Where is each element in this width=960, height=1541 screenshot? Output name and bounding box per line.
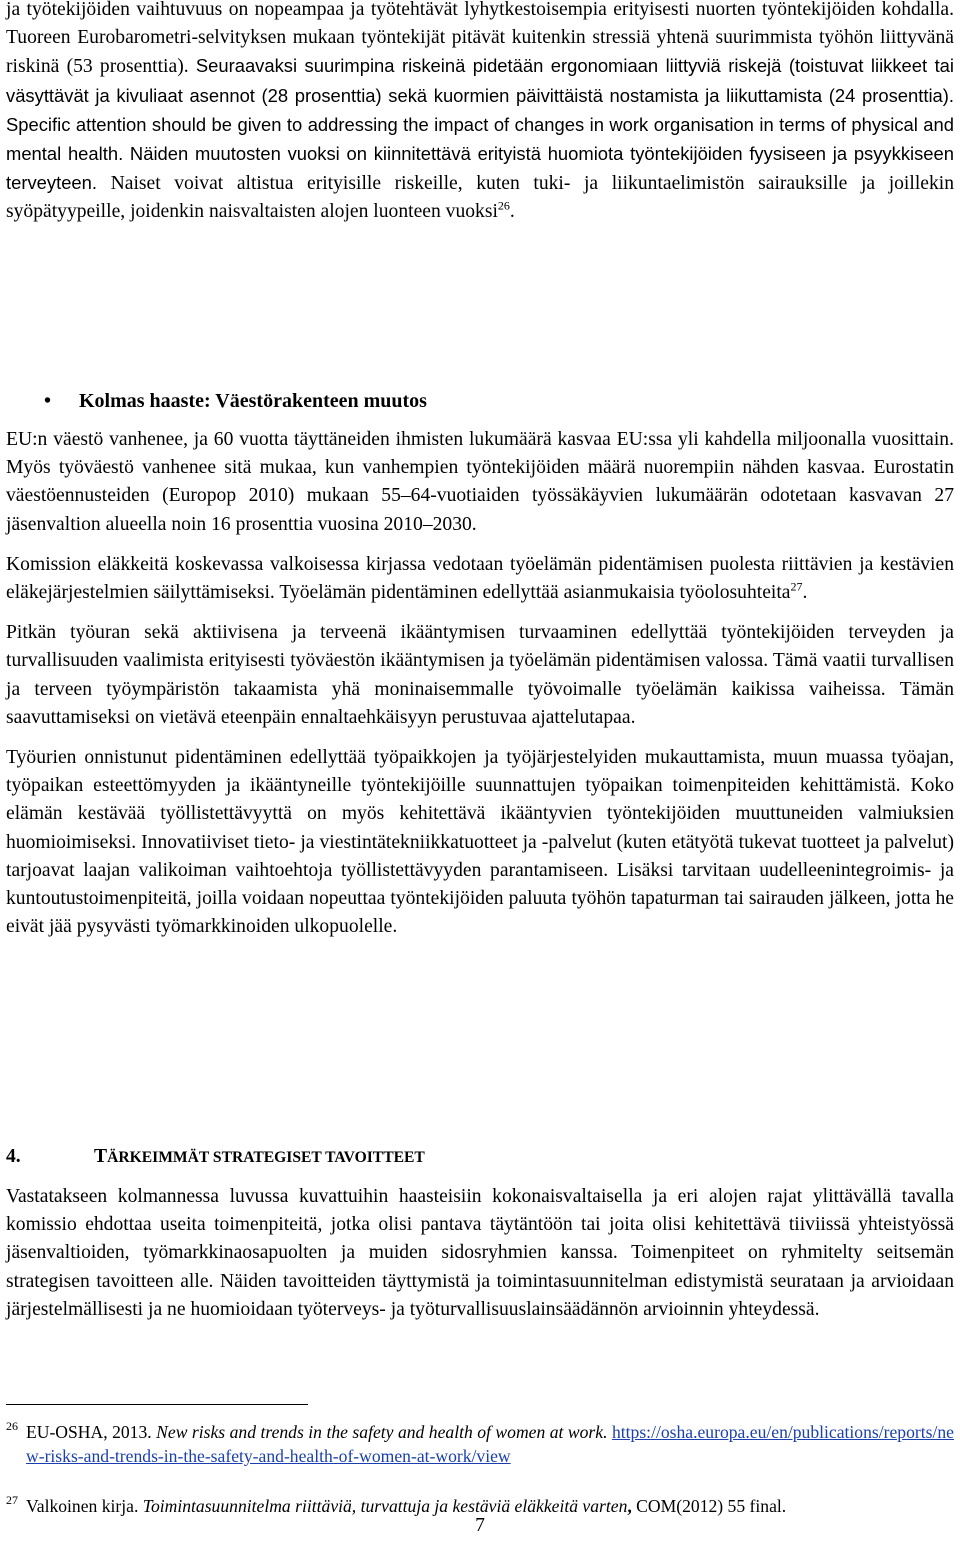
paragraph-ageing: Pitkän työuran sekä aktiivisena ja terveenä ikääntymisen turvaaminen edellyttää työntekijöiden terveyden ja turvallisuuden vaalimista erityisesti työväestön ikääntymisen ja työelämän pidentämisen valossa. Tämä vaatii turvallisen ja terveen työympäristön takaamista yhä moninaisemmalle työvoimalle työelämän kaikissa vaiheissa. Tämän saavuttamiseksi on vietävä eteenpäin ennaltaehkäisyyn perustuvaa ajattelutapaa. [6, 622, 954, 728]
paragraph-career-extension: Työurien onnistunut pidentäminen edellyttää työpaikkojen ja työjärjestelyiden mukauttamista, muun muassa työajan, työpaikan esteettömyyden ja ikääntyneille työntekijöille suunnattujen työpaikan toimenpiteiden kehittämistä. Koko elämän kestävää työllistettävyyttä on myös kehitettävä ikääntyvien työntekijöiden muuttuneiden valmiuksien huomioimiseksi. Innovatiiviset tieto- ja viestintätekniikkatuotteet ja -palvelut (kuten etätyötä tukevat tuotteet ja palvelut) tarjoavat laajan valikoiman vaihtoehtoja työllistettävyyden parantamiseen. Lisäksi tarvitaan uudelleenintegroimis- ja kuntoutustoimenpiteitä, joilla voidaan nopeuttaa työntekijöiden paluuta työhön tapaturman tai sairauden jälkeen, jotta he eivät jää pysyvästi työmarkkinoiden ulkopuolelle. [6, 747, 954, 938]
paragraph-risks-serif-end: Naiset voivat altistua erityisille riskeille, kuten tuki- ja liikuntaelimistön sairauksille ja joillekin syöpätyypeille, joidenkin naisvaltaisten alojen luonteen vuoksi [6, 173, 954, 223]
bullet-heading [6, 386, 954, 416]
footnote-tail: COM(2012) 55 final. [636, 1496, 787, 1516]
footnote-number: 27 [6, 1493, 18, 1507]
footnote-title: New risks and trends in the safety and health of women at work. [156, 1422, 608, 1442]
footnote-lead: EU-OSHA, 2013. [26, 1422, 157, 1442]
footnote-separator: , [627, 1496, 637, 1516]
paragraph-population: EU:n väestö vanhenee, ja 60 vuotta täyttäneiden ihmisten lukumäärä kasvaa EU:ssa yli kahdella miljoonalla vuosittain. Myös työväestö vanhenee sitä mukaa, kun vanhempien työntekijöiden määrä nuorempiin nähden kasvaa. Eurostatin väestöennusteiden (Europop 2010) mukaan 55–64-vuotiaiden työssäkäyvien lukumäärän odotetaan kasvavan 27 jäsenvaltion alueella noin 16 prosenttia vuosina 2010–2030. [6, 429, 954, 535]
footnote-lead: Valkoinen kirja. [26, 1496, 143, 1516]
paragraph-white-paper-text: Komission eläkkeitä koskevassa valkoisessa kirjassa vedotaan työelämän pidentämisen puolesta riittävien ja kestävien eläkejärjestelmien säilyttämiseksi. Työelämän pidentäminen edellyttää asianmukaisia työolosuhteita [6, 553, 954, 604]
paragraph-white-paper-tail: . [802, 582, 808, 604]
footnote-link[interactable]: https://osha.europa.eu/en/publications/reports/new-risks-and-trends-in-the-safety-and-health-of-women-at-work/view [26, 1422, 954, 1466]
footnote-title: Toimintasuunnitelma riittäviä, turvattuja ja kestäviä eläkkeitä varten [142, 1496, 628, 1516]
footnote-ref-26[interactable]: 26 [497, 198, 510, 213]
footnote-body [26, 1420, 954, 1468]
paragraph-risks-tail: . [509, 201, 515, 223]
bullet-heading-text: Kolmas haaste: Väestörakenteen muutos [79, 390, 427, 412]
section-number: 4. [6, 1146, 21, 1167]
section-title-initial: T [94, 1146, 108, 1167]
paragraph-risks-sans-part: Seuraavaksi suurimpina riskeinä pidetään ergonomiaan liittyviä riskejä (toistuvat liikkeet tai väsyttävät ja kivuliaat asennot (28 prosenttia) sekä kuormien päivittäistä nostamista ja liikuttamista (24 prosenttia). Specific attention should be given to addressing the impact of changes in work organisation in terms of physical and mental health. Näiden muutosten vuoksi on kiinnitettävä erityistä huomiota työntekijöiden fyysiseen ja psyykkiseen terveyteen. [6, 55, 954, 194]
section-title-rest: ÄRKEIMMÄT STRATEGISET TAVOITTEET [107, 1149, 425, 1166]
paragraph-strategic-goals: Vastatakseen kolmannessa luvussa kuvattuihin haasteisiin kokonaisvaltaisella ja eri alojen rajat ylittävällä tavalla komissio ehdottaa useita toimenpiteitä, jotka olisi pantava täytäntöön tai joita olisi kehitettävä tiiviissä yhteistyössä jäsenvaltioiden, työmarkkinaosapuolten ja muiden sidosryhmien kanssa. Toimenpiteet on ryhmitelty seitsemän strategisen tavoitteen alle. Näiden tavoitteiden täyttymistä ja toimintasuunnitelman edistymistä seurataan ja arvioidaan järjestelmällisesti ja ne huomioidaan työterveys- ja työturvallisuuslainsäädännön arvioinnin yhteydessä. [6, 1186, 954, 1320]
bullet-icon: • [44, 390, 52, 412]
section-title [94, 1142, 425, 1173]
footnote-divider [6, 1404, 308, 1405]
footnote-number: 26 [6, 1419, 18, 1433]
page-number: 7 [475, 1515, 485, 1536]
demography-section [6, 426, 954, 941]
footnote-ref-27[interactable]: 27 [790, 579, 803, 594]
paragraph-risks [6, 0, 954, 227]
paragraph-risks-serif-start: ja työtekijöiden vaihtuvuus on nopeampaa ja työtehtävät lyhytkestoisempia erityisesti nuorten työntekijöiden kohdalla. Tuoreen Eurobarometri-selvityksen mukaan työntekijät pitävät kuitenkin stressiä yhtenä suurimmista työhön liittyvänä riskinä (53 prosenttia). [6, 0, 954, 78]
paragraph-white-paper [6, 551, 954, 607]
